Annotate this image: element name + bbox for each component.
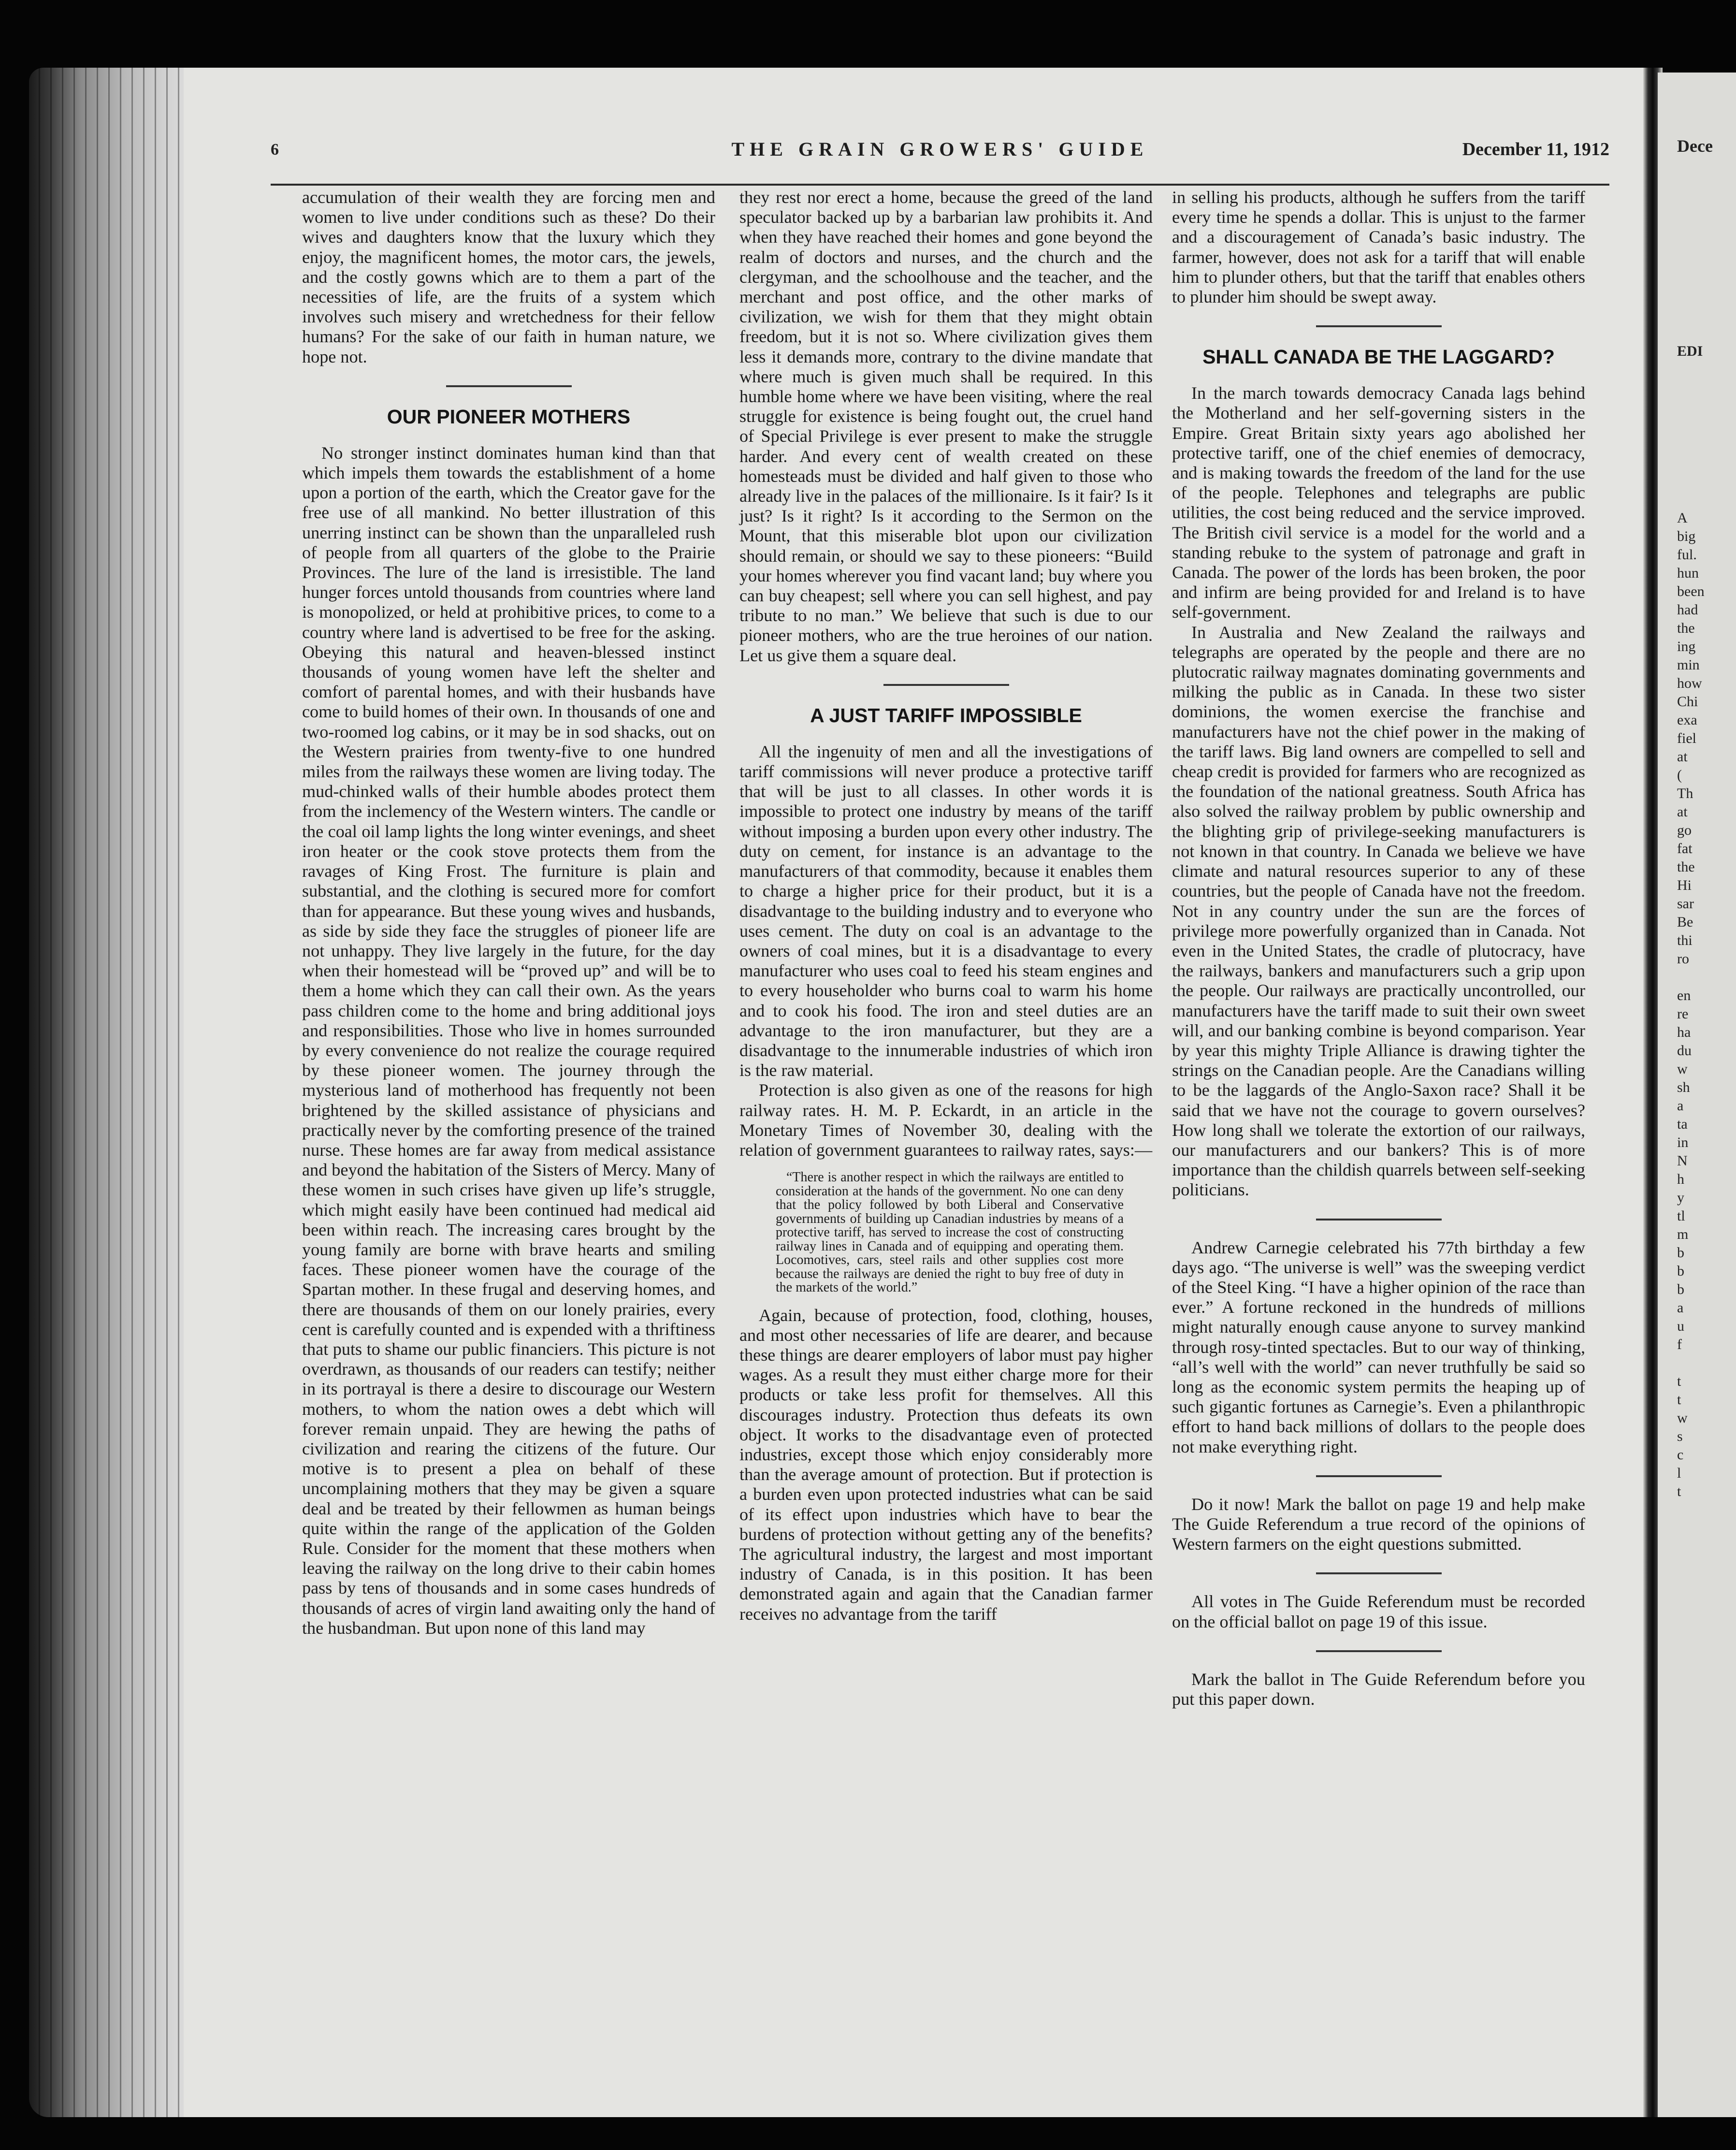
column-3 <box>1172 188 1585 1709</box>
next-page-date: Dece <box>1677 136 1713 156</box>
next-page-fragment: b <box>1677 1245 1684 1261</box>
next-page-fragment: w <box>1677 1410 1688 1426</box>
next-page-fragment: Th <box>1677 785 1693 801</box>
paragraph: they rest nor erect a home, because the greed of the land speculator backed up by a barbarian law prohibits it. And when they have reached their homes and gone beyond the realm of doctors and nurses, and the church and the clergyman, and the schoolhouse and the teacher, and the merchant and post office, and the other marks of civilization, we wish for them that they might obtain freedom, but it is not so. Where civilization gives them less it demands more, contrary to the divine mandate that where much is given much shall be required. In this humble home where we have been visiting, where the real struggle for existence is being fought out, the cruel hand of Special Privilege is ever present to make the struggle harder. And every cent of wealth created on these homesteads must be divided and half given to those who already live in the palaces of the millionaire. Is it fair? Is it just? Is it right? Is it according to the Sermon on the Mount, that this miserable blot upon our civilization should remain, or should we say to these pioneers: “Build your homes wherever you find vacant land; buy where you can buy cheapest; sell where you can sell highest, and pay tribute to no man.” We believe that such is due to our pioneer mothers, who are the true heroines of our nation. Let us give them a square deal. <box>739 188 1153 665</box>
next-page-fragment: sh <box>1677 1079 1690 1095</box>
paragraph: No stronger instinct dominates human kind than that which impels them towards the establishment of a home upon a portion of the earth, which the Creator gave for the free use of all mankind. No better illustration of this unerring instinct can be shown than the unparalleled rush of people from all quarters of the globe to the Prairie Provinces. The lure of the land is irresistible. The land hunger forces untold thousands from countries where land is monopolized, or held at prohibitive prices, to come to a country where land is advertised to be free for the asking. Obeying this natural and heaven-blessed instinct thousands of young women have left the shelter and comfort of parental homes, and with their husbands have come to build homes of their own. In thousands of one and two-roomed log cabins, or it may be in sod shacks, out on the Western prairies from twenty-five to one hundred miles from the railways these women are living today. The mud-chinked walls of their humble abodes protect them from the inclemency of the Western winters. The candle or the coal oil lamp lights the long winter evenings, and sheet iron heater or the cook stove protects them from the ravages of King Frost. The furniture is plain and substantial, and the clothing is secured more for comfort than for appearance. But these young wives and husbands, as side by side they face the struggles of pioneer life are not unhappy. They live largely in the future, for the day when their homestead will be “proved up” and will be to them a home which they can call their own. As the years pass children come to the home and bring additional joys and responsibilities. Those who live in homes surrounded by every convenience do not realize the courage required by these pioneer women. The journey through the mysterious land of motherhood has frequently not been brightened by the skilled assistance of physicians and practically never by the comforting presence of the trained nurse. These homes are far away from medical assistance and beyond the habitation of the Sisters of Mercy. Many of these women in such crises have given up life’s struggle, which might easily have been continued had medical aid been within reach. The increasing cares brought by the young family are borne with brave hearts and smiling faces. These pioneer women have the courage of the Spartan mother. In these frugal and deserving homes, and there are thousands of them on our lonely prairies, every cent is carefully counted and is expended with a thriftiness that puts to shame our public financiers. This picture is not overdrawn, as thousands of our readers can testify; neither in its portrayal is there a desire to discourage our Western mothers, to whom the nation owes a debt which will forever remain unpaid. They are hewing the paths of civilization and rearing the citizens of the future. Our motive is to present a plea on behalf of these uncomplaining mothers that they may be given a square deal and be treated by their fellowmen as human beings quite within the range of the application of the Golden Rule. Consider for the moment that these mothers when leaving the railway on the long drive to their cabin homes pass by tens of thousands and in some cases hundreds of thousands of acres of virgin land awaiting only the hand of the husbandman. But upon none of this land may <box>302 443 715 1638</box>
section-divider <box>1316 1475 1442 1477</box>
next-page-fragment: thi <box>1677 932 1693 948</box>
header-rule <box>271 184 1609 186</box>
next-page-fragment: been <box>1677 583 1705 599</box>
next-page-fragment: c <box>1677 1447 1684 1463</box>
paragraph: All the ingenuity of men and all the investigations of tariff commissions will never produce a protective tariff that will be just to all classes. In other words it is impossible to protect one industry by means of the tariff without imposing a burden upon every other industry. The duty on cement, for instance is an advantage to the manufacturers of that commodity, because it enables them to charge a higher price for their product, but it is a disadvantage to the building industry and to everyone who uses cement. The duty on coal is an advantage to the owners of coal mines, but it is a disadvantage to every manufacturer who uses coal to feed his steam engines and to every householder who burns coal to warm his home and to cook his food. The iron and steel duties are an advantage to the iron manufacturer, but they are a disadvantage to the innumerable industries of which iron is the raw material. <box>739 741 1153 1080</box>
next-page-fragment: ( <box>1677 767 1682 783</box>
section-divider <box>1316 1650 1442 1652</box>
paragraph: Again, because of protection, food, clothing, houses, and most other necessaries of life are dearer, and because these things are dearer employers of labor must pay higher wages. As a result they must either charge more for their products or take less profit for themselves. All this discourages industry. Protection thus defeats its own object. It works to the disadvantage even of protected industries, except those which enjoy considerably more than the average amount of protection. But if protection is a burden even upon protected industries what can be said of its effect upon industries which have to bear the burdens of protection without getting any of the benefits? The agricultural industry, the largest and most important industry of Canada, is in this position. It has been demonstrated again and again that the Canadian farmer receives no advantage from the tariff <box>739 1305 1153 1624</box>
next-page-fragment: ful. <box>1677 547 1697 563</box>
next-page-fragment: ha <box>1677 1024 1691 1040</box>
newspaper-title: THE GRAIN GROWERS' GUIDE <box>731 138 1149 160</box>
section-divider <box>1316 325 1442 327</box>
next-page-fragment: min <box>1677 657 1700 673</box>
next-page-fragment: ing <box>1677 639 1696 654</box>
next-page-fragment: m <box>1677 1226 1689 1242</box>
next-page-fragment: fat <box>1677 841 1693 857</box>
next-page-fragment: f <box>1677 1336 1682 1352</box>
next-page-fragment: a <box>1677 1300 1684 1316</box>
next-page-edge <box>1658 73 1736 2117</box>
next-page-fragment: at <box>1677 749 1688 765</box>
next-page-fragment: y <box>1677 1190 1684 1206</box>
next-page-fragment: big <box>1677 528 1696 544</box>
next-page-fragment: b <box>1677 1263 1684 1279</box>
issue-date: December 11, 1912 <box>1462 139 1609 160</box>
paragraph: In Australia and New Zealand the railways and telegraphs are operated by the people and there are no plutocratic railway magnates dominating governments and milking the public as in Canada. In these two sister dominions, the women exercise the franchise and manufacturers have not the chief power in the making of the tariff laws. Big land owners are compelled to sell and cheap credit is provided for farmers who are recognized as the foundation of the national greatness. South Africa has also solved the railway problem by public ownership and the blighting grip of privilege-seeking manufacturers is not known in that country. In Canada we believe we have climate and natural resources superior to any of these countries, but the people of Canada have not the freedom. Not in any country under the sun are the forces of privilege more powerfully organized than in Canada. Not even in the United States, the cradle of plutocracy, have the railways, bankers and manufacturers such a grip upon the people. Our railways are practically uncontrolled, our manufacturers have the tariff made to suit their own sweet will, and our banking combine is beyond comparison. Year by year this mighty Triple Alliance is drawing tighter the strings on the Canadian people. Are the Canadians willing to be the laggards of the Anglo-Saxon race? Shall it be said that we have not the courage to govern ourselves? How long shall we tolerate the extortion of our railways, our manufacturers and our bankers? This is of more importance than the childish quarrels between self-seeking politicians. <box>1172 622 1585 1200</box>
next-page-fragment: had <box>1677 602 1698 618</box>
next-page-heading: EDI <box>1677 343 1703 359</box>
paragraph: in selling his products, although he suffers from the tariff every time he spends a dollar. This is unjust to the farmer and a discouragement of Canada’s basic industry. The farmer, however, does not ask for a tariff that will enable him to plunder others, but that the tariff that enables others to plunder him should be swept away. <box>1172 188 1585 307</box>
next-page-fragment: w <box>1677 1061 1688 1077</box>
section-divider <box>1316 1219 1442 1220</box>
paragraph: Mark the ballot in The Guide Referendum before you put this paper down. <box>1172 1669 1585 1709</box>
next-page-fragment: N <box>1677 1153 1688 1169</box>
next-page-fragment: Be <box>1677 914 1693 930</box>
column-1 <box>302 188 715 1638</box>
next-page-fragment: h <box>1677 1171 1684 1187</box>
paragraph: In the march towards democracy Canada lags behind the Motherland and her self-governing sisters in the Empire. Great Britain sixty years ago abolished her protective tariff, one of the chief enemies of democracy, and is making towards the freedom of the land for the use of the people. Telephones and telegraphs are public utilities, the cost being reduced and the service improved. The British civil service is a model for the world and a standing rebuke to the system of patronage and graft in Canada. The power of the lords has been broken, the poor and infirm are being provided for and Ireland is to have self-government. <box>1172 383 1585 622</box>
editorial-heading: SHALL CANADA BE THE LAGGARD? <box>1202 346 1555 368</box>
section-divider <box>446 385 572 387</box>
editorial-heading: OUR PIONEER MOTHERS <box>387 405 631 428</box>
paragraph: Andrew Carnegie celebrated his 77th birthday a few days ago. “The universe is well” was the sweeping verdict of the Steel King. “I have a higher opinion of the race than ever.” A fortune reckoned in the hundreds of millions might naturally enough cause anyone to survey mankind through rosy-tinted spectacles. But to our way of thinking, “all’s well with the world” can never truthfully be said so long as the economic system permits the heaping up of such gigantic fortunes as Carnegie’s. Even a philanthropic effort to hand back millions of dollars to the people does not make everything right. <box>1172 1237 1585 1456</box>
next-page-fragment: b <box>1677 1281 1684 1297</box>
next-page-fragment: Hi <box>1677 877 1692 893</box>
next-page-fragment: l <box>1677 1465 1681 1481</box>
column-2 <box>739 188 1153 1624</box>
section-divider <box>883 684 1009 686</box>
next-page-fragment: the <box>1677 620 1695 636</box>
block-quote <box>776 1171 1124 1295</box>
book-page-edges <box>29 68 203 2117</box>
next-page-fragment: u <box>1677 1318 1684 1334</box>
next-page-fragment: a <box>1677 1098 1684 1114</box>
editorial-heading: A JUST TARIFF IMPOSSIBLE <box>810 704 1082 726</box>
next-page-fragment: t <box>1677 1483 1681 1499</box>
next-page-fragment: tl <box>1677 1208 1685 1224</box>
next-page-fragment: in <box>1677 1134 1689 1150</box>
next-page-fragment: ta <box>1677 1116 1688 1132</box>
next-page-fragment: t <box>1677 1373 1681 1389</box>
next-page-fragment: t <box>1677 1392 1681 1408</box>
paragraph: Protection is also given as one of the reasons for high railway rates. H. M. P. Eckardt, in an article in the Monetary Times of November 30, dealing with the relation of government guarantees to railway rates, says:— <box>739 1080 1153 1160</box>
next-page-fragment: en <box>1677 988 1691 1003</box>
next-page-fragment: fiel <box>1677 730 1696 746</box>
page-header <box>271 138 1609 167</box>
section-divider <box>1316 1572 1442 1574</box>
next-page-fragment: A <box>1677 510 1688 526</box>
next-page-fragment: Chi <box>1677 694 1698 710</box>
next-page-fragment: the <box>1677 859 1695 875</box>
next-page-fragment: at <box>1677 804 1688 820</box>
next-page-fragment: how <box>1677 675 1702 691</box>
paragraph: accumulation of their wealth they are forcing men and women to live under conditions such as these? Do their wives and daughters know that the luxury which they enjoy, the magnificent homes, the motor cars, the jewels, and the costly gowns which are to them a part of the necessities of life, are the fruits of a system which involves such misery and wretchedness for their fellow humans? For the sake of our faith in human nature, we hope not. <box>302 188 715 366</box>
paragraph: Do it now! Mark the ballot on page 19 and help make The Guide Referendum a true record of the opinions of Western farmers on the eight questions submitted. <box>1172 1494 1585 1554</box>
next-page-fragment: re <box>1677 1006 1689 1022</box>
next-page-fragment: hun <box>1677 565 1699 581</box>
next-page-fragment: du <box>1677 1043 1692 1059</box>
next-page-fragment: go <box>1677 822 1692 838</box>
quote-text: “There is another respect in which the railways are entitled to consideration at the hands of the government. No one can deny that the policy followed by both Liberal and Conservative governments of building up Canadian industries by means of a protective tariff, has served to increase the cost of constructing railway lines in Canada and of equipping and operating them. Locomotives, cars, steel rails and other supplies cost more because the railways are denied the right to buy free of duty in the markets of the world.” <box>776 1170 1124 1295</box>
page-number: 6 <box>271 141 279 159</box>
next-page-fragment: sar <box>1677 896 1694 912</box>
next-page-fragment: s <box>1677 1428 1683 1444</box>
next-page-fragment: exa <box>1677 712 1697 728</box>
paragraph: All votes in The Guide Referendum must be recorded on the official ballot on page 19 of this issue. <box>1172 1592 1585 1631</box>
next-page-fragment: ro <box>1677 951 1689 967</box>
